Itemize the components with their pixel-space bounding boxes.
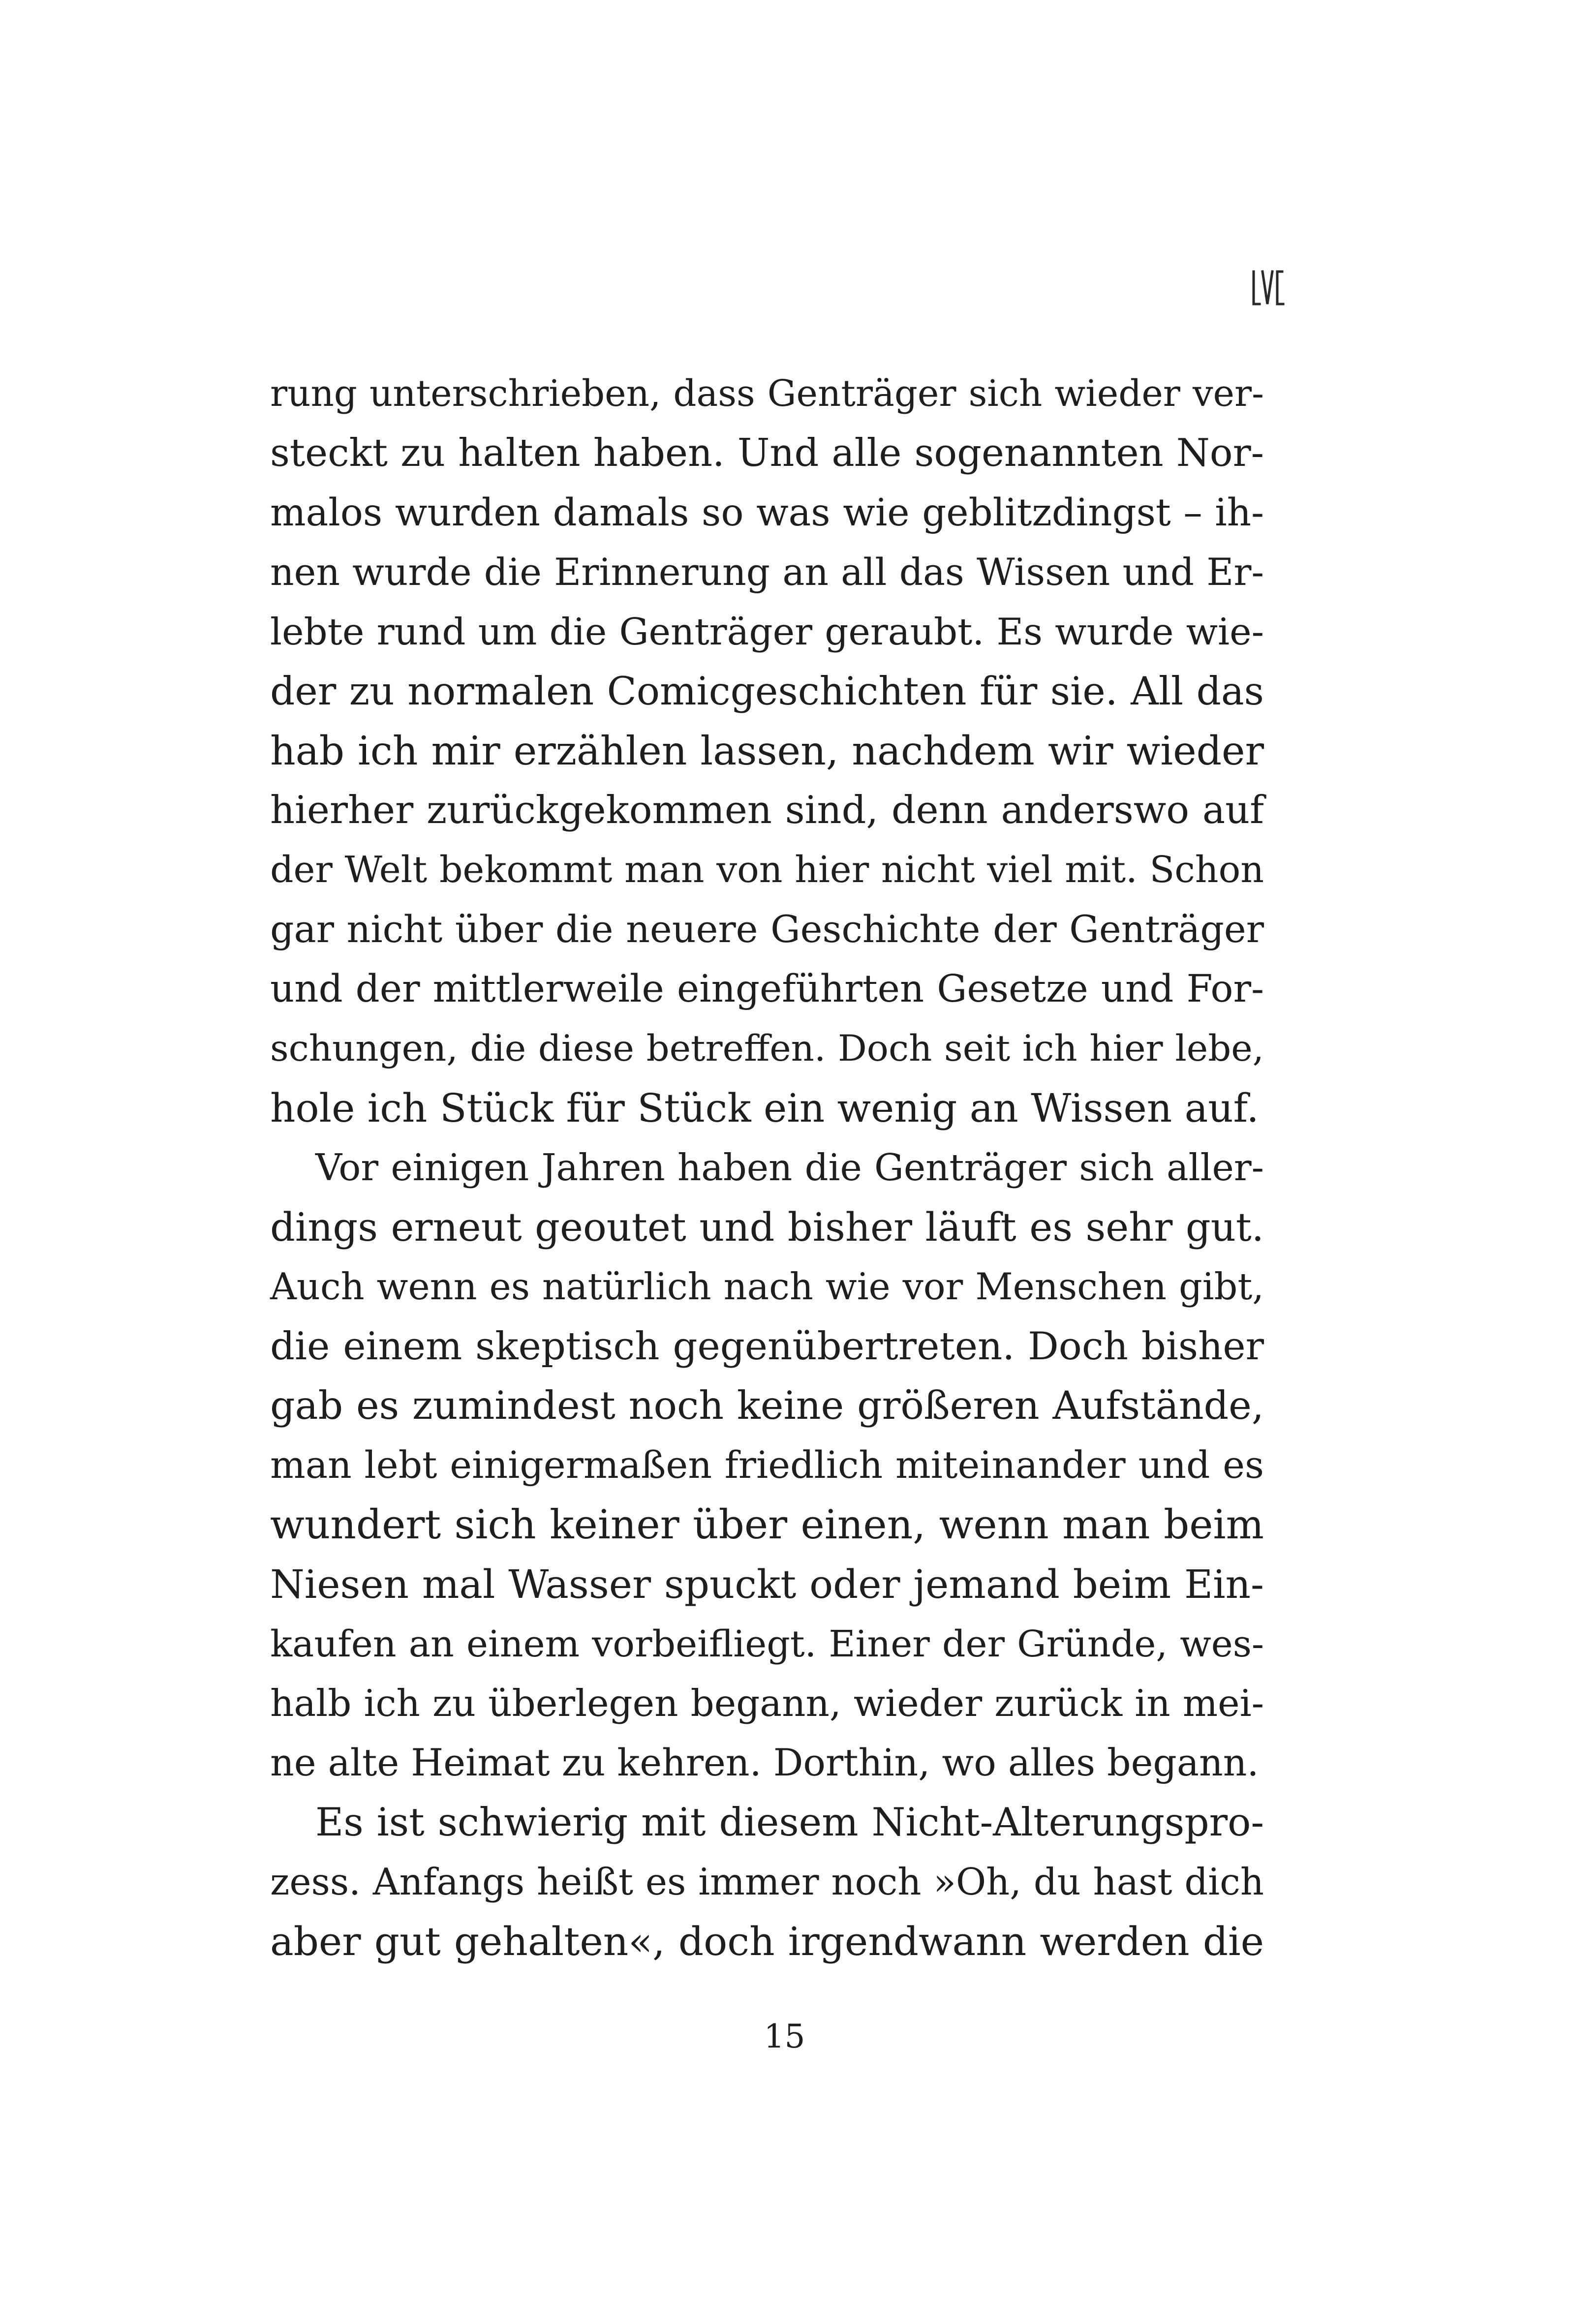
text-line: rung unterschrieben, dass Genträger sich wieder ver- [270,373,1264,415]
paragraph-2 [270,1138,1264,1793]
paragraph-3 [270,1793,1264,1971]
text-line: malos wurden damals so was wie geblitzdingst – ih- [270,491,1264,535]
text-line: kaufen an einem vorbeifliegt. Einer der Gründe, wes- [270,1622,1264,1665]
text-line: man lebt einigermaßen friedlich miteinander und es [270,1443,1264,1487]
text-line: Es ist schwierig mit diesem Nicht-Alterungspro- [315,1800,1264,1845]
text-line: zess. Anfangs heißt es immer noch »Oh, du hast dich [270,1861,1264,1903]
text-line: Niesen mal Wasser spuckt oder jemand beim Ein- [270,1561,1264,1607]
text-line: Auch wenn es natürlich nach wie vor Menschen gibt, [270,1265,1264,1308]
text-line: hab ich mir erzählen lassen, nachdem wir wieder [270,728,1264,774]
text-line: wundert sich keiner über einen, wenn man beim [270,1501,1264,1548]
paragraph-1 [270,364,1264,1138]
text-line: nen wurde die Erinnerung an all das Wissen und Er- [270,550,1264,594]
text-line: dings erneut geoutet und bisher läuft es sehr gut. [270,1204,1264,1250]
text-line: hierher zurückgekommen sind, denn anderswo auf [270,788,1264,832]
text-line: ne alte Heimat zu kehren. Dorthin, wo alles begann. [270,1741,1259,1784]
text-line: schungen, die diese betreffen. Doch seit ich hier lebe, [270,1028,1264,1070]
text-line: steckt zu halten haben. Und alle sogenannten Nor- [270,431,1264,475]
text-line: hole ich Stück für Stück ein wenig an Wissen auf. [270,1085,1259,1131]
publisher-mark-icon [1250,269,1287,307]
text-line: und der mittlerweile eingeführten Gesetze und For- [270,967,1264,1011]
body-text [270,364,1264,1971]
text-line: gar nicht über die neuere Geschichte der Genträger [270,908,1264,951]
text-line: die einem skeptisch gegenübertreten. Doch bisher [270,1324,1264,1369]
text-line: aber gut gehalten«, doch irgendwann werden die [270,1919,1264,1964]
text-line: Vor einigen Jahren haben die Genträger sich aller- [315,1146,1264,1189]
page-number: 15 [764,2018,805,2055]
text-line: der Welt bekommt man von hier nicht viel mit. Schon [270,849,1264,891]
text-line: gab es zumindest noch keine größeren Aufstände, [270,1383,1264,1428]
text-line: halb ich zu überlegen begann, wieder zurück in mei- [270,1682,1264,1725]
text-line: der zu normalen Comicgeschichten für sie. All das [270,669,1264,714]
text-line: lebte rund um die Genträger geraubt. Es wurde wie- [270,610,1264,653]
